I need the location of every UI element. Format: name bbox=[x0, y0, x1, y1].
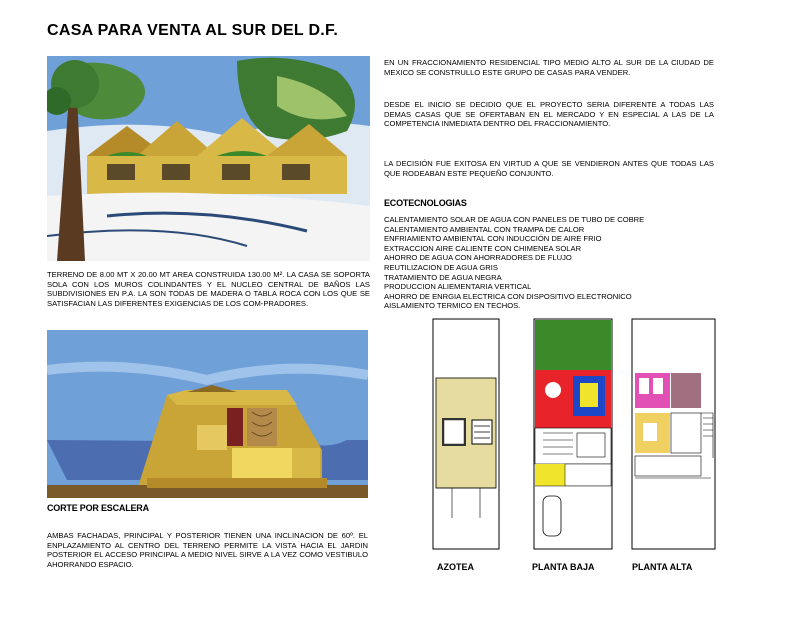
azotea-plan-drawing bbox=[432, 318, 500, 550]
eco-item: AHORRO DE AGUA CON AHORRADORES DE FLUJO bbox=[384, 253, 572, 263]
corte-heading: CORTE POR ESCALERA bbox=[47, 503, 149, 513]
eco-item: CALENTAMIENTO SOLAR DE AGUA CON PANELES DE TUBO DE COBRE bbox=[384, 215, 645, 224]
eco-item: REUTILIZACION DE AGUA GRIS bbox=[384, 262, 498, 272]
planta-baja-label: PLANTA BAJA bbox=[532, 562, 595, 572]
intro-paragraph-3: LA DECISIÓN FUE EXITOSA EN VIRTUD A QUE SE VENDIERON ANTES QUE TODAS LAS QUE RODEABAN ESTE PEQUEÑO CONJUNTO. bbox=[384, 159, 714, 178]
eco-item: EXTRACCION AIRE CALIENTE CON CHIMENEA SOLAR bbox=[384, 243, 582, 253]
planta-alta-label: PLANTA ALTA bbox=[632, 562, 693, 572]
eco-item: TRATAMIENTO DE AGUA NEGRA bbox=[384, 272, 502, 282]
ecotecnologias-list bbox=[384, 215, 714, 311]
houses-perspective-illustration bbox=[47, 56, 370, 261]
eco-item: PRODUCCION ALIEMENTARIA VERTICAL bbox=[384, 282, 532, 292]
planta-alta-plan-drawing bbox=[631, 318, 716, 550]
intro-paragraph-2: DESDE EL INICIO SE DECIDIO QUE EL PROYECTO SERIA DIFERENTE A TODAS LAS DEMAS CASAS QUE SE OFERTABAN EN EL MERCADO Y EN ESPECIAL A LAS DE LA COMPETENCIA INMEDIATA DENTRO DEL FRACCIONAMIENTO. bbox=[384, 100, 714, 129]
ecotecnologias-heading: ECOTECNOLOGIAS bbox=[384, 198, 467, 208]
eco-item: ENFRIAMIENTO AMBIENTAL CON INDUCCIÓN DE AIRE FRIO bbox=[384, 234, 602, 244]
eco-item: AISLAMIENTO TERMICO EN TECHOS. bbox=[384, 301, 521, 311]
eco-item: CALENTAMIENTO AMBIENTAL CON TRAMPA DE CALOR bbox=[384, 224, 585, 234]
terreno-description: TERRENO DE 8.00 MT X 20.00 MT AREA CONSTRUIDA 130.00 M². LA CASA SE SOPORTA SOLA CON LOS MUROS COLINDANTES Y EL NUCLEO CENTRAL DE BAÑOS LAS SUBDIVISIONES EN P.A. LA SON TODAS DE MADERA O TABLA ROCA CON LOS QUE SE SATISFACIAN LAS DIFERENTES EXIGENCIAS DE LOS COM-PRADORES. bbox=[47, 270, 370, 308]
intro-paragraph-1: EN UN FRACCIONAMIENTO RESIDENCIAL TIPO MEDIO ALTO AL SUR DE LA CIUDAD DE MEXICO SE CONSTRULLO ESTE GRUPO DE CASAS PARA VENDER. bbox=[384, 58, 714, 77]
corte-description: AMBAS FACHADAS, PRINCIPAL Y POSTERIOR TIENEN UNA INCLINACION DE 60º. EL ENPLAZAMIENTO AL CENTRO DEL TERRENO PERMITE LA VISTA HACIA EL JARDIN POSTERIOR EL ACCESO PRINCIPAL A MEDIO NIVEL SIRVE A LA VEZ COMO VESTIBULO AHORRANDO ESPACIO. bbox=[47, 531, 368, 569]
planta-baja-plan-drawing bbox=[533, 318, 613, 550]
page-title: CASA PARA VENTA AL SUR DEL D.F. bbox=[47, 22, 339, 39]
eco-item: AHORRO DE ENRGIA ELECTRICA CON DISPOSITIVO ELECTRONICO bbox=[384, 291, 632, 301]
azotea-label: AZOTEA bbox=[437, 562, 474, 572]
section-illustration bbox=[47, 330, 368, 498]
